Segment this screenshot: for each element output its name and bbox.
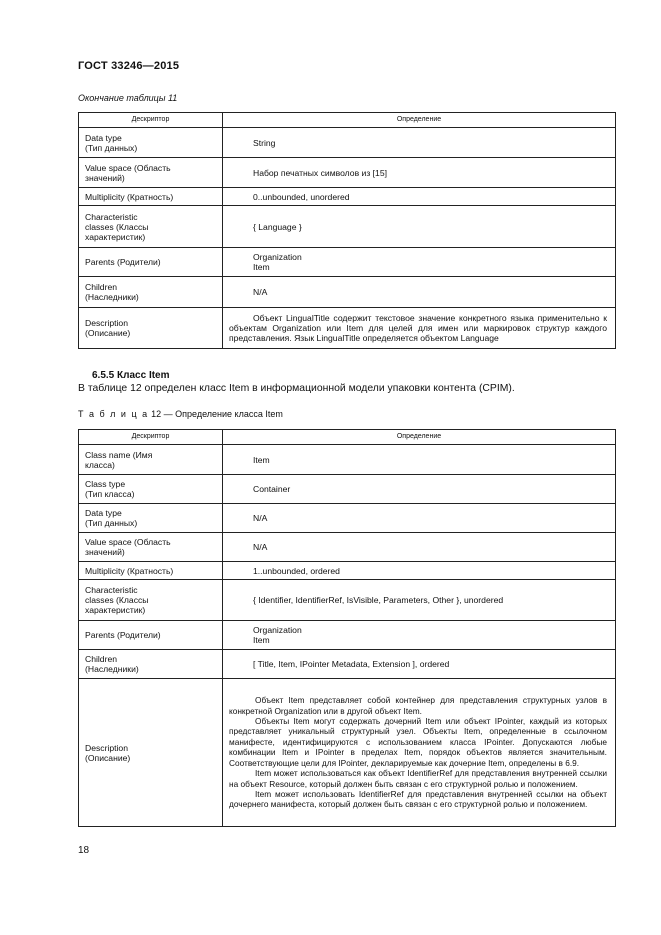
table-row <box>79 562 616 580</box>
definition-cell: N/A <box>223 533 616 562</box>
descriptor-cell: Description (Описание) <box>79 308 223 349</box>
description-paragraph: Item может использоваться как объект IdentifierRef для представления внутренней ссылки на объект Resource, который должен быть связан с его структурной ролью и положением. <box>229 768 607 789</box>
definition-cell: { Identifier, IdentifierRef, IsVisible, Parameters, Other }, unordered <box>223 580 616 621</box>
description-paragraph: Item может использовать IdentifierRef для представления внутренней ссылки на объект дочернего манифеста, который должен быть связан с его структурной ролью и положением. <box>229 788 607 810</box>
definition-cell: 0..unbounded, unordered <box>223 188 616 206</box>
section-title: 6.5.5 Класс Item <box>92 370 170 381</box>
section-text: В таблице 12 определен класс Item в информационной модели упаковки контента (CPIM). <box>78 383 515 394</box>
table-row <box>79 128 616 158</box>
descriptor-cell: Class name (Имя класса) <box>79 445 223 475</box>
table-row <box>79 475 616 504</box>
descriptor-cell: Multiplicity (Кратность) <box>79 562 223 580</box>
column-header-definition: Определение <box>223 430 616 445</box>
descriptor-cell: Data type (Тип данных) <box>79 504 223 533</box>
descriptor-cell: Value space (Область значений) <box>79 533 223 562</box>
definition-cell: Organization Item <box>223 248 616 277</box>
table-row <box>79 188 616 206</box>
descriptor-cell: Characteristic classes (Классы характеристик) <box>79 580 223 621</box>
table-row <box>79 445 616 475</box>
definition-cell: String <box>223 128 616 158</box>
table-row <box>79 248 616 277</box>
definition-cell: N/A <box>223 504 616 533</box>
table-row <box>79 533 616 562</box>
table-row <box>79 277 616 308</box>
definition-cell: { Language } <box>223 206 616 248</box>
column-header-definition: Определение <box>223 113 616 128</box>
table-header-row <box>79 430 616 445</box>
column-header-descriptor: Дескриптор <box>79 430 223 445</box>
table-header-row <box>79 113 616 128</box>
descriptor-cell: Description (Описание) <box>79 679 223 827</box>
table-row <box>79 621 616 650</box>
table-row <box>79 580 616 621</box>
description-paragraph: Объекты Item могут содержать дочерний Item или объект IPointer, каждый из которых представляет уникальный структурный узел. Объекты Item, определенные в ссылочном манифесте, идентифицируются с использованием класса IPointer. Допускаются любые комбинации Item и IPointer в пределах Item, порядок объектов является значительным. Соответствующие цели для IPointer, декларируемые как дочерние Item, определены в 6.9. <box>229 716 607 768</box>
definition-cell: Container <box>223 475 616 504</box>
descriptor-cell: Children (Наследники) <box>79 277 223 308</box>
descriptor-cell: Characteristic classes (Классы характеристик) <box>79 206 223 248</box>
descriptor-cell: Children (Наследники) <box>79 650 223 679</box>
table-row <box>79 158 616 188</box>
descriptor-cell: Multiplicity (Кратность) <box>79 188 223 206</box>
table-11-caption: Окончание таблицы 11 <box>78 93 178 103</box>
table-row <box>79 650 616 679</box>
description-paragraph: Объект Item представляет собой контейнер для представления структурных узлов в конкретной Organization или в другой объект Item. <box>229 695 607 716</box>
definition-cell: Набор печатных символов из [15] <box>223 158 616 188</box>
descriptor-cell: Parents (Родители) <box>79 248 223 277</box>
descriptor-cell: Value space (Область значений) <box>79 158 223 188</box>
definition-cell: Organization Item <box>223 621 616 650</box>
table-row <box>79 308 616 349</box>
descriptor-cell: Class type (Тип класса) <box>79 475 223 504</box>
table-row <box>79 206 616 248</box>
description-cell: Объект LingualTitle содержит текстовое значение конкретного языка применительно к объектам Organization или Item для целей для имен или маркировок структур каждого представления. Язык LingualTitle определяется объектом Language <box>223 308 616 349</box>
description-cell <box>223 679 616 827</box>
page-number: 18 <box>78 845 90 856</box>
definition-cell: 1..unbounded, ordered <box>223 562 616 580</box>
descriptor-cell: Data type (Тип данных) <box>79 128 223 158</box>
definition-cell: Item <box>223 445 616 475</box>
definition-cell: [ Title, Item, IPointer Metadata, Extension ], ordered <box>223 650 616 679</box>
descriptor-cell: Parents (Родители) <box>79 621 223 650</box>
column-header-descriptor: Дескриптор <box>79 113 223 128</box>
table-11 <box>78 112 616 349</box>
table-row <box>79 504 616 533</box>
definition-cell: N/A <box>223 277 616 308</box>
document-code: ГОСТ 33246—2015 <box>78 60 180 72</box>
table-row <box>79 679 616 827</box>
table-12 <box>78 429 616 827</box>
table-12-caption: Т а б л и ц а 12 — Определение класса Item <box>78 409 283 419</box>
